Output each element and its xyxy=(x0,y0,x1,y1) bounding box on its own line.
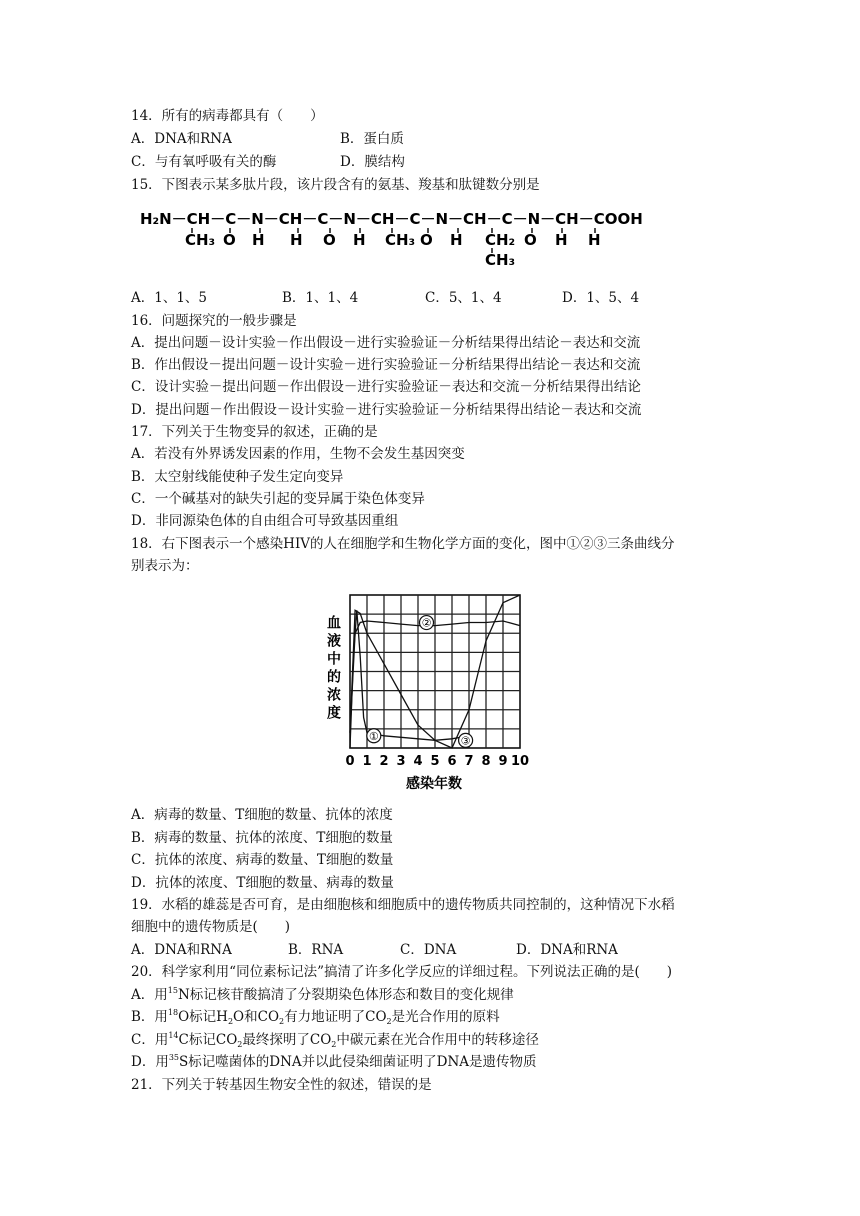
q15-option-a: A．1、1、5 xyxy=(131,290,208,306)
chart-x-tick-label: 8 xyxy=(481,754,491,769)
chart-x-tick-label: 6 xyxy=(447,754,457,769)
q18-option-a: A．病毒的数量、T细胞的数量、抗体的浓度 xyxy=(131,807,393,823)
chart-x-ticks xyxy=(345,754,529,769)
q20-option-d: D．用$^{35}$S标记噬菌体的DNA并以此侵染细菌证明了DNA是遗传物质 xyxy=(131,1053,537,1070)
q19-option-a: A．DNA和RNA xyxy=(131,942,232,958)
chart-x-tick-label: 7 xyxy=(464,754,474,769)
chart-series-labels xyxy=(367,616,473,748)
q14-option-c: C．与有氧呼吸有关的酶 xyxy=(131,154,277,170)
q18-option-d: D．抗体的浓度、T细胞的数量、病毒的数量 xyxy=(131,875,394,891)
q20-option-a: A．用$^{15}$N标记核苷酸搞清了分裂期染色体形态和数目的变化规律 xyxy=(131,986,514,1003)
q16-option-a: A．提出问题－设计实验－作出假设－进行实验验证－分析结果得出结论－表达和交流 xyxy=(131,335,641,351)
q15-stem: 15．下图表示某多肽片段，该片段含有的氨基、羧基和肽键数分别是 xyxy=(131,177,540,193)
q15-option-d: D．1、5、4 xyxy=(562,290,640,306)
q18-stem-line2: 别表示为： xyxy=(131,558,199,574)
q19-option-d: D．DNA和RNA xyxy=(516,942,618,958)
formula-side-group: H xyxy=(555,231,568,249)
chart-y-label: 血液中的浓度 xyxy=(325,615,341,723)
formula-side-group: O xyxy=(524,231,537,249)
chart-series-line-1 xyxy=(350,610,469,748)
q17-option-a: A．若没有外界诱发因素的作用，生物不会发生基因突变 xyxy=(131,446,465,462)
q18-stem-line1: 18．右下图表示一个感染HIV的人在细胞学和生物化学方面的变化，图中①②③三条曲线分 xyxy=(131,536,675,552)
q16-option-b: B．作出假设－提出问题－设计实验－进行实验验证－分析结果得出结论－表达和交流 xyxy=(131,357,641,373)
q16-option-d: D．提出问题－作出假设－设计实验－进行实验验证－分析结果得出结论－表达和交流 xyxy=(131,402,642,418)
chart-x-label: 感染年数 xyxy=(406,776,462,792)
chart-x-tick-label: 5 xyxy=(430,754,440,769)
formula-side-group: H xyxy=(252,231,265,249)
q20-option-b: B．用$^{18}$O标记$H_2O$和$CO_2$有力地证明了$CO_2$是光合作用的原料 xyxy=(131,1008,500,1026)
chart-grid xyxy=(350,595,520,748)
q16-stem: 16．问题探究的一般步骤是 xyxy=(131,313,297,329)
hiv-chart xyxy=(318,585,533,795)
chart-x-tick-label: 9 xyxy=(498,754,508,769)
q18-option-b: B．病毒的数量、抗体的浓度、T细胞的数量 xyxy=(131,830,393,846)
formula-side-group: CH₃ xyxy=(185,231,216,249)
q17-option-c: C．一个碱基对的缺失引起的变异属于染色体变异 xyxy=(131,491,425,507)
q20-option-c: C．用$^{14}$C标记$CO_2$最终探明了$CO_2$中碳元素在光合作用中的转移途径 xyxy=(131,1031,539,1049)
formula-side-groups xyxy=(185,228,601,253)
q14-option-a: A．DNA和RNA xyxy=(131,131,232,147)
formula-main-chain: H₂N－CH－C－N－CH－C－N－CH－C－N－CH－C－N－CH－COOH xyxy=(140,210,643,228)
formula-side-group: H xyxy=(290,231,303,249)
q14-option-d: D．膜结构 xyxy=(340,154,405,170)
q17-option-b: B．太空射线能使种子发生定向变异 xyxy=(131,469,344,485)
chart-series-label: ② xyxy=(421,616,432,630)
chart-series-label: ③ xyxy=(460,734,471,748)
chart-x-tick-label: 1 xyxy=(362,754,372,769)
chart-x-tick-label: 4 xyxy=(413,754,423,769)
q19-option-b: B．RNA xyxy=(288,942,344,958)
formula-side-group: H xyxy=(588,231,601,249)
formula-side-group: CH₂ xyxy=(485,231,516,249)
formula-side-group: O xyxy=(420,231,433,249)
chart-x-tick-label: 2 xyxy=(379,754,389,769)
q14-stem: 14．所有的病毒都具有（ ） xyxy=(131,108,324,124)
formula-side-group: O xyxy=(323,231,336,249)
formula-side-group: O xyxy=(223,231,236,249)
chart-x-tick-label: 3 xyxy=(396,754,406,769)
formula-side-group: CH₃ xyxy=(385,231,416,249)
q20-stem: 20．科学家利用“同位素标记法”搞清了许多化学反应的详细过程。下列说法正确的是( ) xyxy=(131,964,673,980)
q15-option-b: B．1、1、4 xyxy=(282,290,359,306)
peptide-formula xyxy=(140,205,680,275)
chart-x-tick-label: 10 xyxy=(510,754,530,769)
q21-stem: 21．下列关于转基因生物安全性的叙述，错误的是 xyxy=(131,1077,432,1093)
formula-side-group: H xyxy=(450,231,463,249)
formula-side-group: H xyxy=(353,231,366,249)
q19-option-c: C．DNA xyxy=(400,942,457,958)
q16-option-c: C．设计实验－提出问题－作出假设－进行实验验证－表达和交流－分析结果得出结论 xyxy=(131,379,641,395)
q18-option-c: C．抗体的浓度、病毒的数量、T细胞的数量 xyxy=(131,852,394,868)
chart-series-label: ① xyxy=(368,729,379,743)
formula-tail: CH₃ xyxy=(485,251,516,269)
q14-option-b: B．蛋白质 xyxy=(340,131,404,147)
chart-x-tick-label: 0 xyxy=(345,754,355,769)
q17-option-d: D．非同源染色体的自由组合可导致基因重组 xyxy=(131,513,399,529)
q17-stem: 17．下列关于生物变异的叙述，正确的是 xyxy=(131,424,378,440)
q19-stem-line1: 19．水稻的雄蕊是否可育，是由细胞核和细胞质中的遗传物质共同控制的，这种情况下水稻 xyxy=(131,897,675,913)
q19-stem-line2: 细胞中的遗传物质是( ) xyxy=(131,919,291,935)
q15-option-c: C．5、1、4 xyxy=(425,290,502,306)
